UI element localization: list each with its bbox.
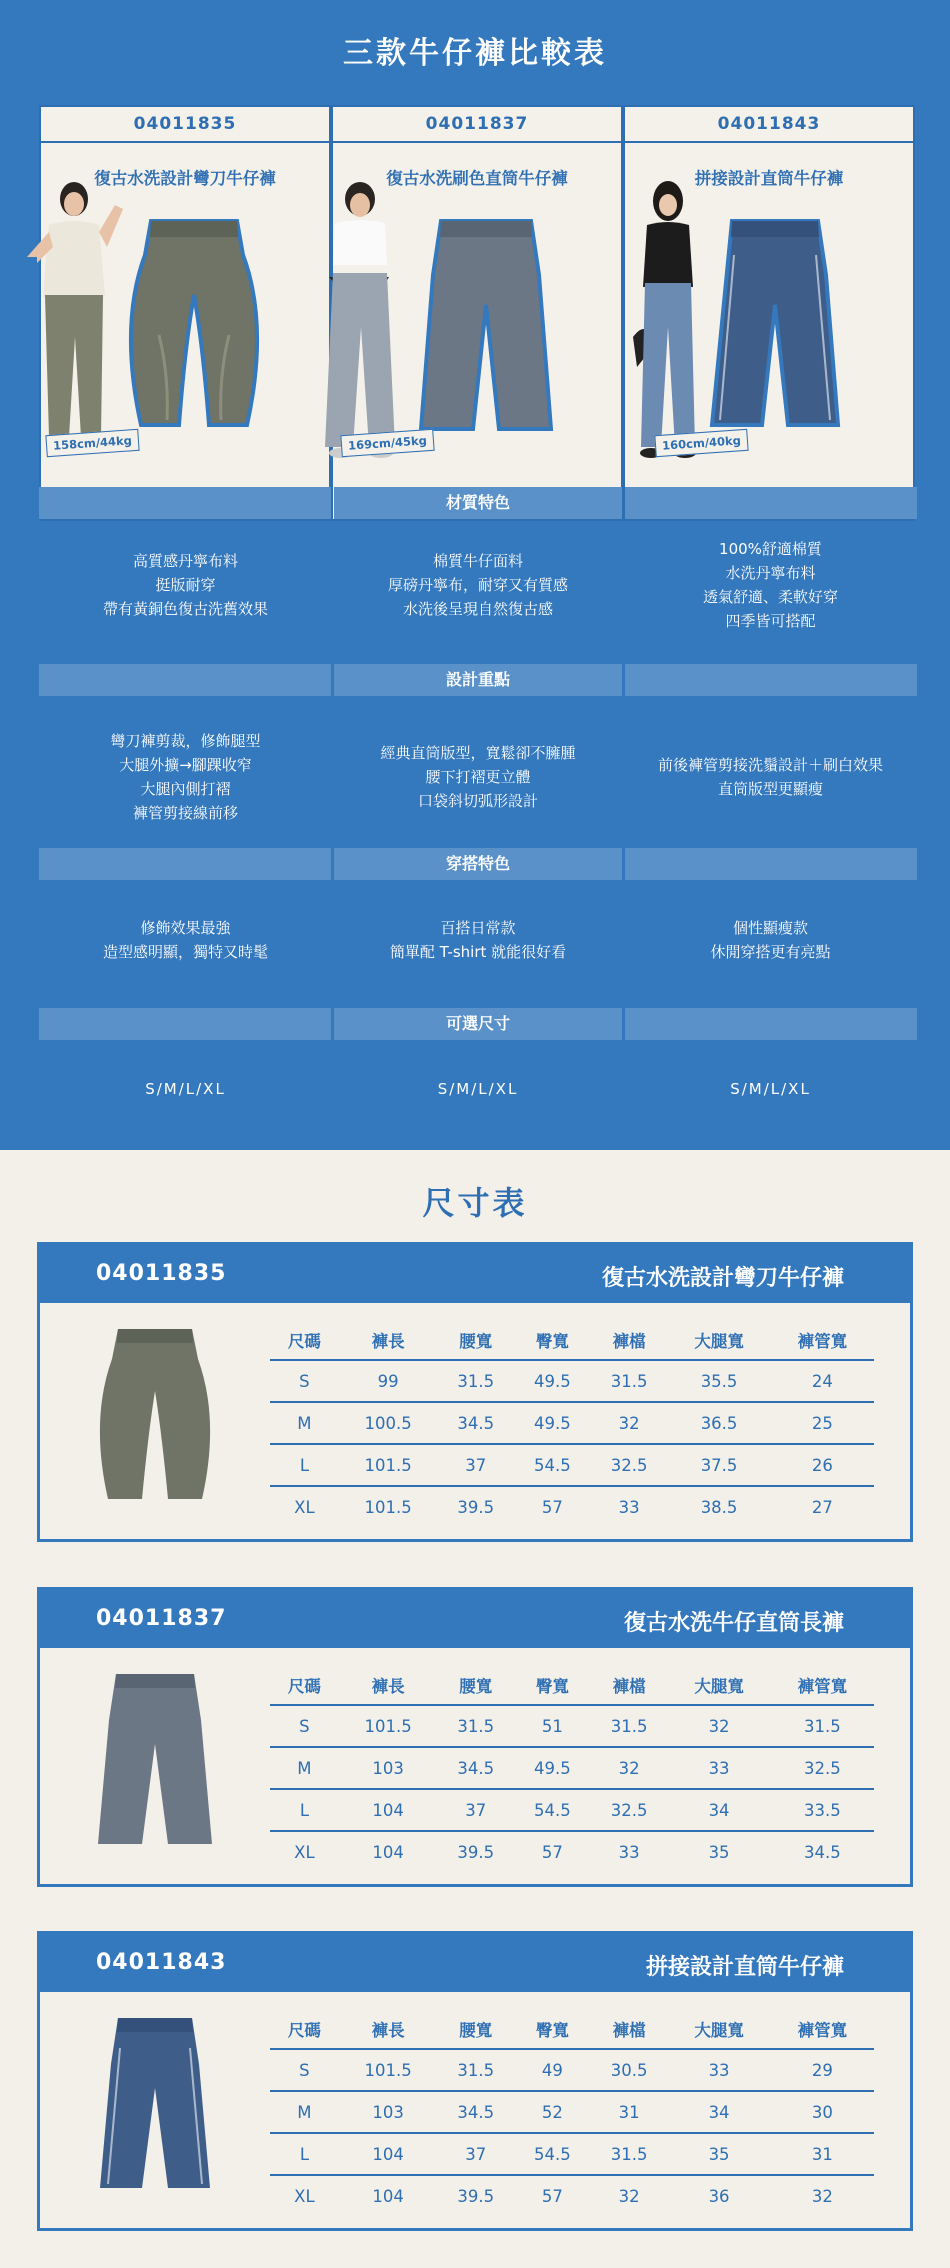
product-code: 04011835 [41,107,329,143]
table-row: XL 101.5 39.5 57 33 38.5 27 [294,1498,833,1517]
table-row: S 101.5 31.5 49 30.5 33 29 [270,2049,874,2091]
comparison-title: 三款牛仔褲比較表 [343,36,607,71]
table-row: S 101.5 31.5 51 31.5 32 31.5 [270,1705,874,1747]
section-row-material [39,530,917,640]
size-card-04011837 [37,1587,913,1887]
panel-jeans-image [700,215,850,435]
table-header-row: 尺碼 褲長 腰寬 臀寬 褲檔 大腿寬 褲管寬 [270,1665,874,1705]
feature-cell: 前後褲管剪接洗鬚設計＋刷白效果 直筒版型更顯瘦 [657,756,883,798]
product-name: 拼接設計直筒牛仔褲 [694,169,844,188]
section-row-styling [39,905,917,975]
section-row-sizes [39,1070,917,1108]
section-title: 穿搭特色 [334,848,622,880]
model-size-tag: 169cm/45kg [340,429,434,457]
barrel-jeans-thumbnail [90,1325,220,1505]
model-photo-1 [19,177,129,457]
table-row: S 99 31.5 49.5 31.5 35.5 24 [270,1360,874,1402]
model-size-tag: 160cm/40kg [654,429,748,457]
product-card-04011835[interactable] [39,105,331,521]
size-card-04011835 [37,1242,913,1542]
section-bar-design [39,664,917,696]
model-size-tag: 158cm/44kg [45,429,139,457]
product-card-04011843[interactable] [623,105,915,521]
straight-jeans-image [411,215,561,440]
table-row: L 104 37 54.5 32.5 34 33.5 [270,1789,874,1831]
feature-cell: 100%舒適棉質 水洗丹寧布料 透氣舒適、柔軟好穿 四季皆可搭配 [702,540,838,630]
straight-jeans-thumbnail [90,1670,220,1850]
size-chart-title: 尺寸表 [422,1184,528,1222]
product-code: 04011843 [96,1950,227,1975]
table-row: M 100.5 34.5 49.5 32 36.5 25 [270,1402,874,1444]
table-row: L 101.5 37 54.5 32.5 37.5 26 [270,1444,874,1486]
section-bar-sizes [39,1008,917,1040]
size-table [270,1320,874,1528]
table-header-row: 尺碼 褲長 腰寬 臀寬 褲檔 大腿寬 褲管寬 [270,2009,874,2049]
table-row: L 104 37 54.5 31.5 35 31 [270,2133,874,2175]
section-row-design [39,712,917,842]
feature-cell: 棉質牛仔面料 厚磅丹寧布，耐穿又有質感 水洗後呈現自然復古感 [387,552,568,618]
table-header-row: 尺碼 褲長 腰寬 臀寬 褲檔 大腿寬 褲管寬 [270,1320,874,1360]
section-title: 材質特色 [334,487,622,519]
product-name: 拼接設計直筒牛仔褲 [645,1955,844,1980]
size-table [270,2009,874,2217]
table-row: XL 104 39.5 57 33 35 34.5 [294,1843,841,1862]
section-bar-material [39,487,917,519]
feature-cell: 彎刀褲剪裁，修飾腿型 大腿外擴→腳踝收窄 大腿內側打褶 褲管剪接線前移 [110,732,261,822]
table-row: XL 104 39.5 57 32 36 32 [294,2187,833,2206]
model-photo-3 [623,177,713,462]
section-title: 可選尺寸 [334,1008,622,1040]
available-sizes: S/M/L/XL [730,1080,811,1098]
product-name: 復古水洗牛仔直筒長褲 [623,1611,844,1636]
product-code: 04011835 [96,1261,227,1286]
product-name: 復古水洗刷色直筒牛仔褲 [386,169,568,188]
feature-cell: 經典直筒版型，寬鬆卻不臃腫 腰下打褶更立體 口袋斜切弧形設計 [380,744,576,810]
size-card-04011843 [37,1931,913,2231]
panel-jeans-thumbnail [90,2014,220,2194]
section-bar-styling [39,848,917,880]
feature-cell: 百搭日常款 簡單配 T-shirt 就能很好看 [389,919,567,961]
table-row: M 103 34.5 52 31 34 30 [270,2091,874,2133]
size-card-header [40,1934,910,1992]
product-name: 復古水洗設計彎刀牛仔褲 [601,1266,844,1291]
available-sizes: S/M/L/XL [145,1080,226,1098]
product-card-04011837[interactable] [331,105,623,521]
size-card-header [40,1245,910,1303]
product-code: 04011843 [625,107,913,143]
available-sizes: S/M/L/XL [437,1080,519,1098]
feature-cell: 高質感丹寧布料 挺版耐穿 帶有黃銅色復古洗舊效果 [102,552,268,618]
product-code: 04011837 [333,107,621,143]
feature-cell: 個性顯瘦款 休閒穿搭更有亮點 [710,919,831,961]
product-code: 04011837 [96,1606,227,1631]
barrel-jeans-image [119,215,269,435]
table-row: M 103 34.5 49.5 32 33 32.5 [270,1747,874,1789]
size-table [270,1665,874,1873]
model-photo-2 [305,177,415,462]
section-title: 設計重點 [334,664,622,696]
size-card-header [40,1590,910,1648]
feature-cell: 修飾效果最強 造型感明顯，獨特又時髦 [102,919,268,961]
product-name: 復古水洗設計彎刀牛仔褲 [94,169,276,188]
